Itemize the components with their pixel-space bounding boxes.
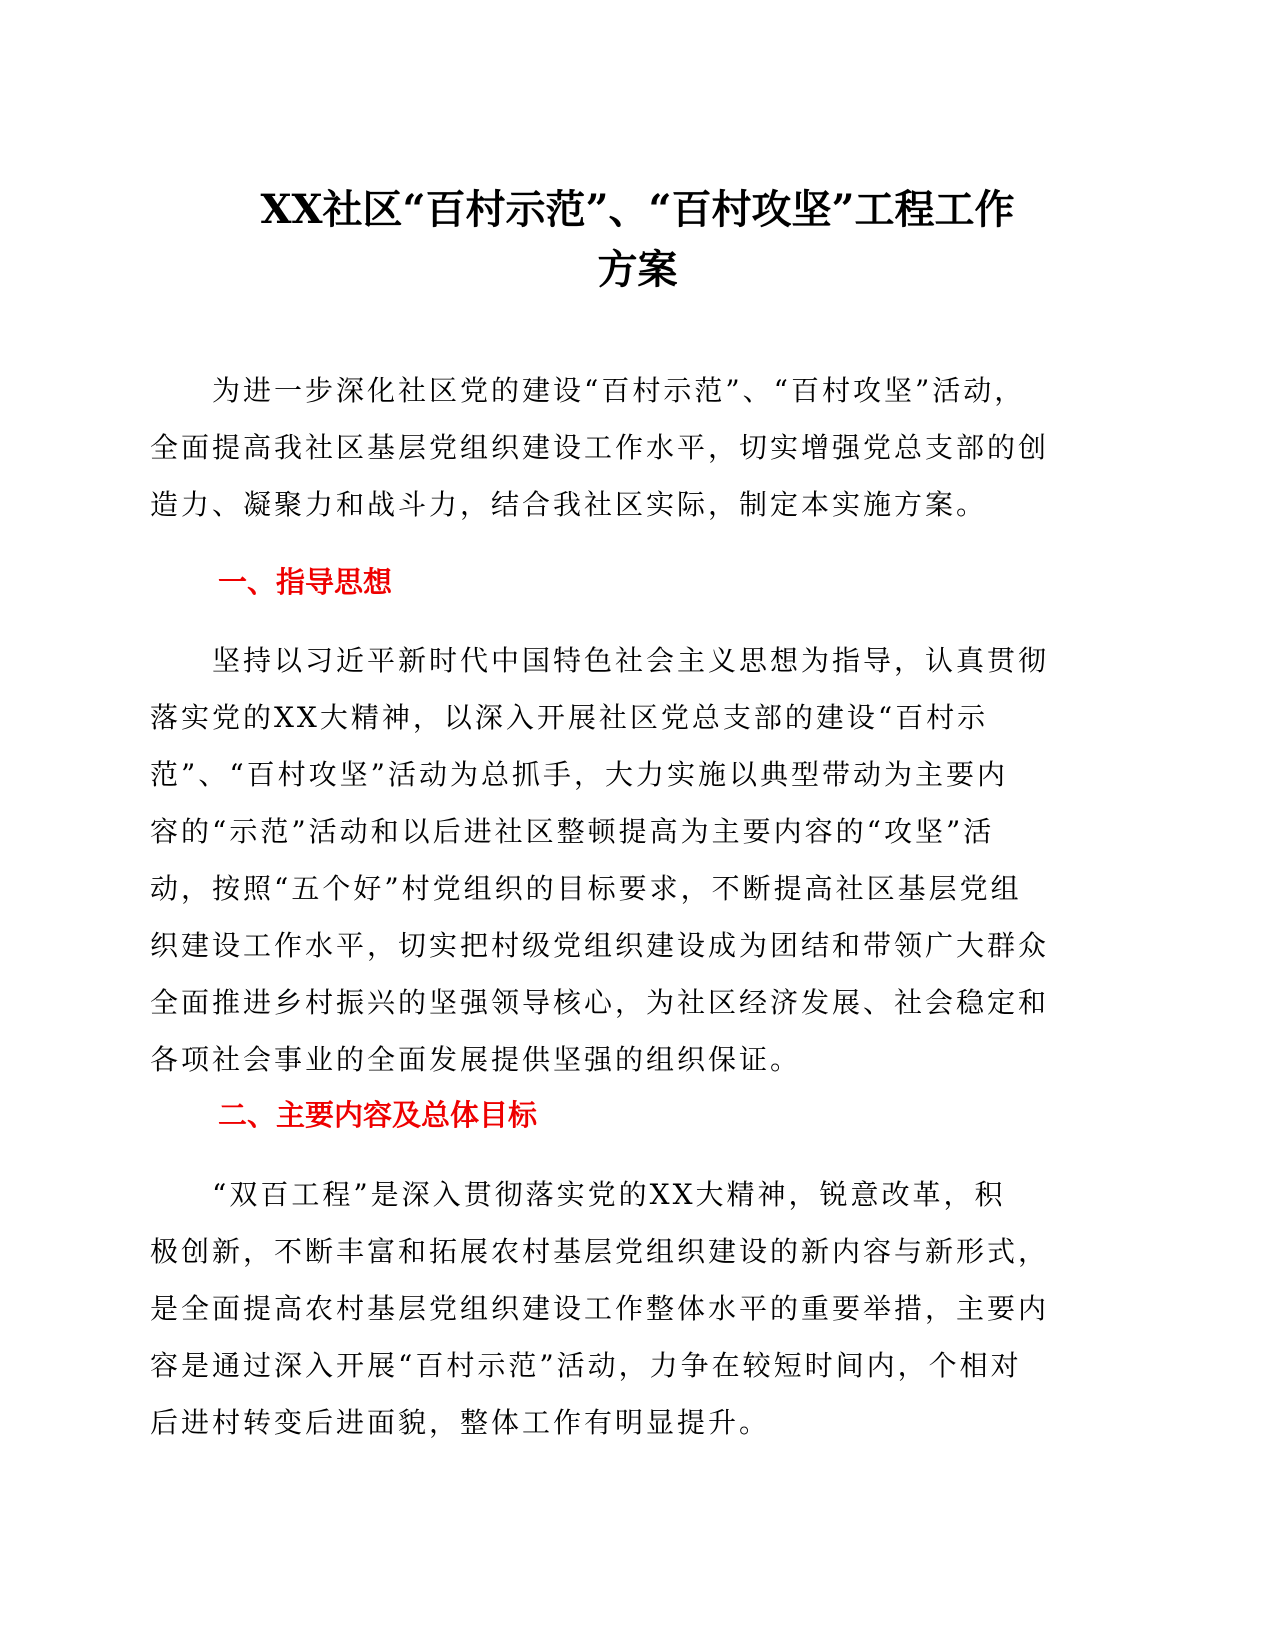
title-line-1: XX社区“百村示范”、“百村攻坚”工程工作	[260, 186, 1015, 233]
intro-paragraph	[150, 362, 1140, 533]
document-title	[140, 180, 1135, 300]
paragraph-line: 是全面提高农村基层党组织建设工作整体水平的重要举措，主要内	[150, 1292, 1050, 1325]
paragraph-line: 动，按照“五个好”村党组织的目标要求，不断提高社区基层党组	[150, 872, 1022, 905]
paragraph-line: 为进一步深化社区党的建设“百村示范”、“百村攻坚”活动，	[150, 374, 1026, 407]
paragraph-line: 容的“示范”活动和以后进社区整顿提高为主要内容的“攻坚”活	[150, 815, 995, 848]
paragraph-line: “双百工程”是深入贯彻落实党的XX大精神，锐意改革，积	[150, 1178, 1006, 1211]
paragraph-line: 落实党的XX大精神，以深入开展社区党总支部的建设“百村示	[150, 701, 989, 734]
paragraph-line: 极创新，不断丰富和拓展农村基层党组织建设的新内容与新形式，	[150, 1235, 1050, 1268]
paragraph-line: 后进村转变后进面貌，整体工作有明显提升。	[150, 1406, 771, 1439]
section-heading-main-content: 二、主要内容及总体目标	[218, 1098, 538, 1132]
guiding-ideology-paragraph	[150, 632, 1140, 1088]
main-content-paragraph	[150, 1166, 1140, 1451]
paragraph-line: 范”、“百村攻坚”活动为总抓手，大力实施以典型带动为主要内	[150, 758, 1008, 791]
paragraph-line: 容是通过深入开展“百村示范”活动，力争在较短时间内，个相对	[150, 1349, 1022, 1382]
paragraph-line: 全面提高我社区基层党组织建设工作水平，切实增强党总支部的创	[150, 431, 1050, 464]
paragraph-line: 织建设工作水平，切实把村级党组织建设成为团结和带领广大群众	[150, 929, 1050, 962]
paragraph-line: 各项社会事业的全面发展提供坚强的组织保证。	[150, 1043, 802, 1076]
title-line-2: 方案	[597, 246, 678, 293]
paragraph-line: 坚持以习近平新时代中国特色社会主义思想为指导，认真贯彻	[150, 644, 1050, 677]
section-heading-guiding-ideology: 一、指导思想	[218, 565, 393, 599]
paragraph-line: 造力、凝聚力和战斗力，结合我社区实际，制定本实施方案。	[150, 488, 988, 521]
paragraph-line: 全面推进乡村振兴的坚强领导核心，为社区经济发展、社会稳定和	[150, 986, 1050, 1019]
